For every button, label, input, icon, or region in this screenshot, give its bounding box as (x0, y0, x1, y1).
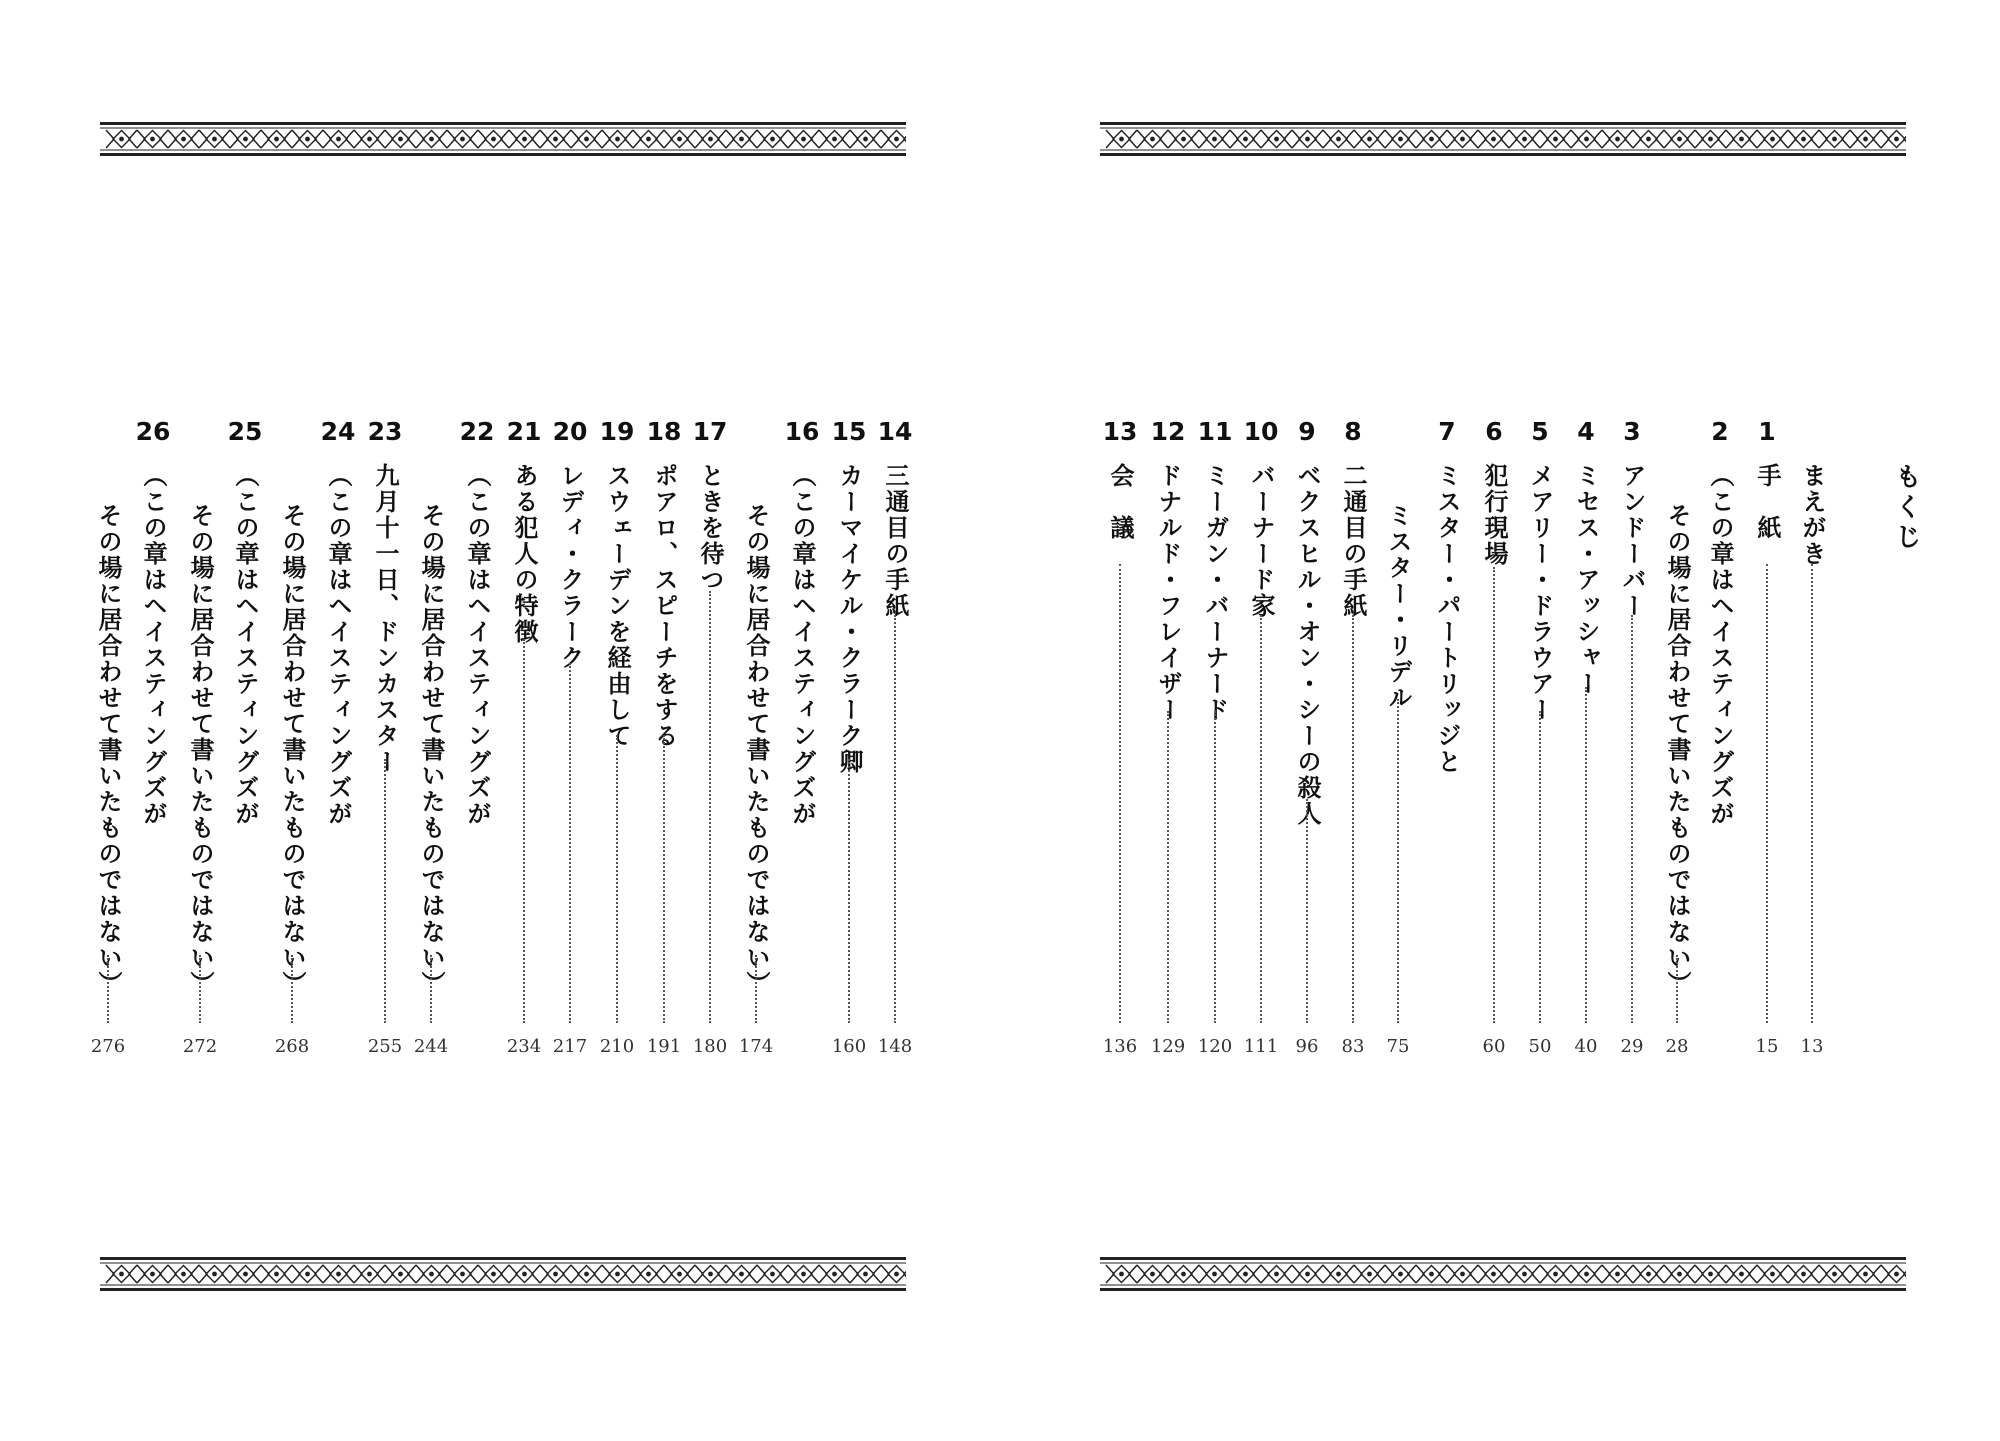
chapter-title: （この章はヘイスティングズが (139, 463, 167, 827)
page-number: 13 (1800, 1036, 1824, 1057)
chapter-number: 14 (877, 417, 913, 446)
chapter-number: 8 (1344, 417, 1362, 446)
dot-leader (1766, 564, 1768, 1023)
chapter-title: 三通目の手紙 (881, 463, 909, 619)
dot-leader (1631, 615, 1633, 1023)
dot-leader (291, 955, 293, 1023)
chapter-number: 11 (1197, 417, 1233, 446)
chapter-title: ミーガン・バーナード (1201, 463, 1229, 723)
page-number: 28 (1665, 1036, 1689, 1057)
chapter-title-line2: その場に居合わせて書いたものではない） (186, 503, 214, 997)
chapter-number: 6 (1485, 417, 1503, 446)
chapter-title: 犯行現場 (1480, 463, 1508, 567)
page-number: 136 (1102, 1036, 1138, 1057)
chapter-title: 会 議 (1106, 463, 1134, 541)
chapter-title: （この章はヘイスティングズが (1706, 463, 1734, 827)
chapter-number: 24 (320, 417, 356, 446)
ornamental-border-bottom (100, 1257, 906, 1291)
chapter-title: ときを待つ (696, 463, 724, 593)
page-number: 40 (1574, 1036, 1598, 1057)
chapter-title-line2: その場に居合わせて書いたものではない） (94, 503, 122, 997)
chapter-title: （この章はヘイスティングズが (788, 463, 816, 827)
chapter-title: まえがき (1798, 463, 1826, 567)
toc-heading: もくじ (1891, 463, 1921, 553)
page-number: 50 (1528, 1036, 1552, 1057)
chapter-number: 16 (784, 417, 820, 446)
chapter-title: ドナルド・フレイザー (1154, 463, 1182, 723)
dot-leader (1811, 564, 1813, 1023)
chapter-number: 21 (506, 417, 542, 446)
page-number: 111 (1243, 1036, 1279, 1057)
chapter-number: 23 (367, 417, 403, 446)
right-page (1000, 0, 2000, 1441)
chapter-title-line2: その場に居合わせて書いたものではない） (1663, 503, 1691, 997)
dot-leader (1352, 615, 1354, 1023)
dot-leader (1260, 615, 1262, 1023)
dot-leader (616, 735, 618, 1023)
chapter-title: ベクスヒル・オン・シーの殺人 (1293, 463, 1321, 827)
page-number: 160 (831, 1036, 867, 1057)
chapter-title: レディ・クラーク (556, 463, 584, 671)
page-number: 29 (1620, 1036, 1644, 1057)
dot-leader (1539, 711, 1541, 1023)
page-number: 272 (182, 1036, 218, 1057)
page-number: 244 (413, 1036, 449, 1057)
chapter-number: 12 (1150, 417, 1186, 446)
chapter-title: アンドーバー (1618, 463, 1646, 619)
chapter-title: メアリー・ドラウアー (1526, 463, 1554, 723)
dot-leader (1397, 699, 1399, 1023)
chapter-title: スウェーデンを経由して (603, 463, 631, 749)
ornamental-border-top (1100, 122, 1906, 156)
chapter-title: 二通目の手紙 (1339, 463, 1367, 619)
page-number: 217 (552, 1036, 588, 1057)
chapter-title-line2: ミスター・リデル (1384, 503, 1412, 711)
chapter-number: 2 (1711, 417, 1729, 446)
dot-leader (107, 955, 109, 1023)
ornamental-border-top (100, 122, 906, 156)
chapter-number: 4 (1577, 417, 1595, 446)
dot-leader (663, 735, 665, 1023)
page-number: 60 (1482, 1036, 1506, 1057)
chapter-title-line2: その場に居合わせて書いたものではない） (742, 503, 770, 997)
dot-leader (523, 639, 525, 1023)
chapter-number: 25 (227, 417, 263, 446)
dot-leader (1676, 955, 1678, 1023)
chapter-number: 7 (1438, 417, 1456, 446)
page-number: 15 (1755, 1036, 1779, 1057)
chapter-title: （この章はヘイスティングズが (324, 463, 352, 827)
dot-leader (1167, 711, 1169, 1023)
page-number: 191 (646, 1036, 682, 1057)
chapter-title: （この章はヘイスティングズが (463, 463, 491, 827)
dot-leader (709, 591, 711, 1023)
page-number: 255 (367, 1036, 403, 1057)
chapter-number: 22 (459, 417, 495, 446)
page-number: 83 (1341, 1036, 1365, 1057)
dot-leader (1585, 687, 1587, 1023)
dot-leader (430, 955, 432, 1023)
ornamental-border-bottom (1100, 1257, 1906, 1291)
page-number: 148 (877, 1036, 913, 1057)
chapter-title: 手 紙 (1753, 463, 1781, 541)
page-number: 234 (506, 1036, 542, 1057)
page-number: 268 (274, 1036, 310, 1057)
chapter-number: 3 (1623, 417, 1641, 446)
page-number: 210 (599, 1036, 635, 1057)
dot-leader (1306, 799, 1308, 1023)
chapter-number: 5 (1531, 417, 1549, 446)
dot-leader (755, 955, 757, 1023)
page-number: 276 (90, 1036, 126, 1057)
chapter-title: ポアロ、スピーチをする (650, 463, 678, 749)
dot-leader (1493, 567, 1495, 1023)
page-number: 120 (1197, 1036, 1233, 1057)
page-number: 75 (1386, 1036, 1410, 1057)
chapter-title: （この章はヘイスティングズが (231, 463, 259, 827)
chapter-title: ミスター・パートリッジと (1433, 463, 1461, 775)
chapter-number: 15 (831, 417, 867, 446)
chapter-number: 13 (1102, 417, 1138, 446)
chapter-number: 17 (692, 417, 728, 446)
chapter-number: 9 (1298, 417, 1316, 446)
chapter-number: 20 (552, 417, 588, 446)
chapter-number: 19 (599, 417, 635, 446)
dot-leader (384, 759, 386, 1023)
page-number: 174 (738, 1036, 774, 1057)
chapter-number: 18 (646, 417, 682, 446)
chapter-title: ある犯人の特徴 (510, 463, 538, 645)
dot-leader (1214, 711, 1216, 1023)
chapter-title: 九月十一日、ドンカスター (371, 463, 399, 775)
page-number: 96 (1295, 1036, 1319, 1057)
chapter-title: バーナード家 (1247, 463, 1275, 619)
page-number: 180 (692, 1036, 728, 1057)
page-number: 129 (1150, 1036, 1186, 1057)
chapter-title: ミセス・アッシャー (1572, 463, 1600, 697)
chapter-title: カーマイケル・クラーク卿 (835, 463, 863, 775)
chapter-number: 10 (1243, 417, 1279, 446)
chapter-title-line2: その場に居合わせて書いたものではない） (417, 503, 445, 997)
chapter-title-line2: その場に居合わせて書いたものではない） (278, 503, 306, 997)
chapter-number: 1 (1758, 417, 1776, 446)
chapter-number: 26 (135, 417, 171, 446)
dot-leader (894, 615, 896, 1023)
dot-leader (1119, 564, 1121, 1023)
dot-leader (199, 955, 201, 1023)
dot-leader (569, 663, 571, 1023)
dot-leader (848, 759, 850, 1023)
